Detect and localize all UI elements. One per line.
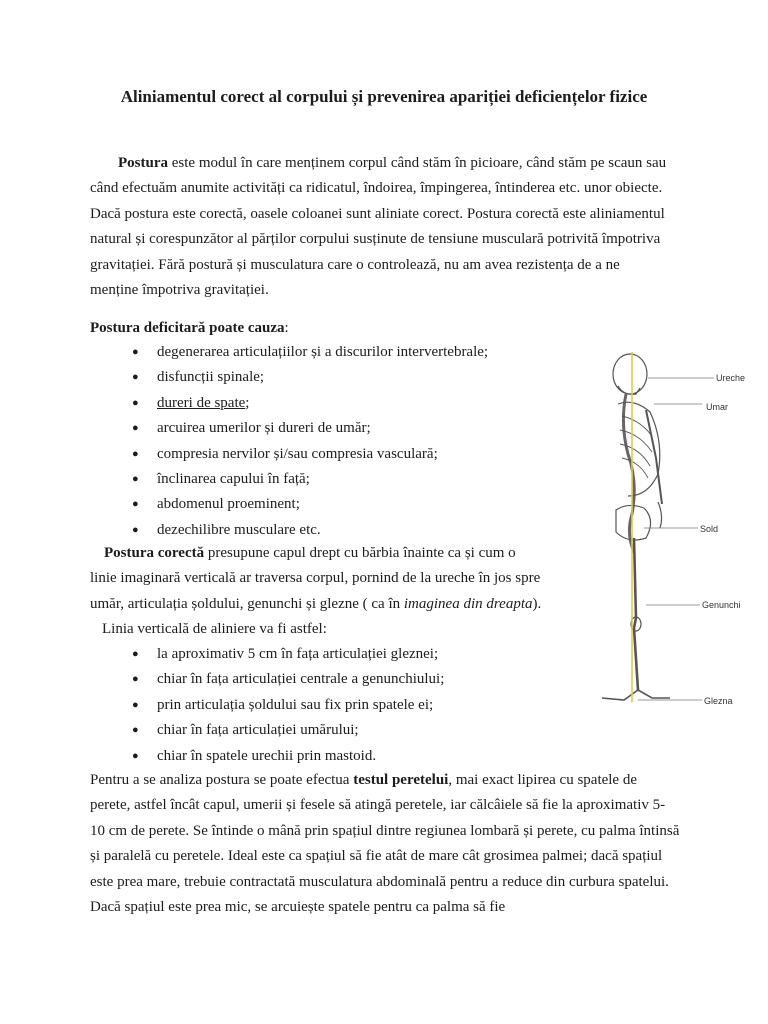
bullet-icon: ● — [132, 422, 139, 435]
list-item: ● abdomenul proeminent; — [90, 492, 488, 517]
list-item: ● dureri de spate; — [90, 391, 488, 416]
leg-shape — [634, 538, 638, 690]
bullet-icon: ● — [132, 724, 139, 737]
link-dureri-de-spate[interactable]: dureri de spate — [157, 394, 246, 411]
foot-shape — [602, 690, 670, 700]
skull-shape — [613, 354, 647, 394]
bullet-icon: ● — [132, 447, 139, 460]
bullet-icon: ● — [132, 523, 139, 536]
bullet-icon: ● — [132, 472, 139, 485]
bullet-icon: ● — [132, 498, 139, 511]
bullet-icon: ● — [132, 749, 139, 762]
bullet-icon: ● — [132, 371, 139, 384]
bullet-icon: ● — [132, 648, 139, 660]
paragraph-postura-corecta: Postura corectă presupune capul drept cu bărbia înainte ca și cum o linie imaginară verticală ar traversa corpul, pornind de la ureche în jos spre umăr, articulația șoldului, genunchi și glezne ( ca în imaginea din dreapta). — [90, 545, 542, 612]
paragraph-wall-test: Pentru a se analiza postura se poate efectua testul peretelui, mai exact lipirea cu spatele de perete, astfel încât capul, umerii și fesele să atingă peretele, iar călcâiele să fie la aproximativ 5-10 cm de perete. Se întinde o mână prin spațiul dintre regiunea lombară și perete, cu palma întinsă și paralelă cu peretele. Ideal este ca spațiul să fie atât de mare cât grosimea palmei; dacă spațiul este prea mare, trebuie contractată musculatura abdominală pentru a reduce din curbura spatelui. Dacă spațiul este prea mic, se arcuiește spatele pentru ca palma să fie — [90, 772, 680, 916]
term-postura: Postura — [118, 155, 168, 171]
paragraph-postura — [90, 151, 670, 303]
list-item: ● chiar în spatele urechii prin mastoid. — [90, 744, 444, 769]
deficient-posture-list — [90, 340, 488, 543]
list-item: ● prin articulația șoldului sau fix prin spatele ei; — [90, 693, 444, 718]
skeleton-illustration — [598, 342, 758, 720]
label-sold: Sold — [700, 524, 719, 534]
figure-reference: imaginea din dreapta — [403, 595, 533, 612]
list-item: ● arcuirea umerilor și dureri de umăr; — [90, 416, 488, 441]
bullet-icon: ● — [132, 698, 139, 711]
list-item: ● disfuncții spinale; — [90, 365, 488, 390]
skeleton-figure — [598, 342, 758, 720]
list-item: ● compresia nervilor și/sau compresia vasculară; — [90, 442, 488, 467]
list-heading-deficient-posture: Postura deficitară poate cauza: — [90, 320, 289, 336]
paragraph-postura-text: este modul în care menținem corpul când stăm în picioare, când stăm pe scaun sau când efectuăm anumite activități ca ridicatul, îndoirea, împingerea, întinderea etc. unor obiecte. Dacă postura este corectă, oasele coloanei sunt aliniate corect. Postura corectă este aliniamentul natural și corespunzător al părților corpului susținute de tensiune musculară potrivită împotriva gravitației. Fără postură și musculatura care o controlează, nu am avea rezistența de a ne menține împotriva gravitației. — [90, 155, 667, 299]
list-item: ● la aproximativ 5 cm în fața articulației gleznei; — [90, 642, 444, 667]
bullet-icon: ● — [132, 346, 139, 358]
term-postura-corecta: Postura corectă — [104, 545, 205, 561]
bullet-icon: ● — [132, 396, 139, 409]
list-item: ● degenerarea articulațiilor și a discurilor intervertebrale; — [90, 340, 488, 365]
alignment-line-list — [90, 642, 444, 769]
label-umar: Umar — [706, 402, 728, 412]
list-item: ● chiar în fața articulației centrale a genunchiului; — [90, 667, 444, 692]
label-glezna: Glezna — [704, 696, 733, 706]
label-genunchi: Genunchi — [702, 600, 741, 610]
label-ureche: Ureche — [716, 373, 746, 383]
alignment-line-intro: Linia verticală de aliniere va fi astfel: — [102, 621, 327, 637]
jaw-shape — [618, 386, 640, 394]
list-item: ● chiar în fața articulației umărului; — [90, 718, 444, 743]
bullet-icon: ● — [132, 673, 139, 686]
term-testul-peretelui: testul peretelui — [353, 772, 449, 788]
list-item: ● înclinarea capului în față; — [90, 467, 488, 492]
hand-shape — [658, 502, 662, 528]
list-item: ● dezechilibre musculare etc. — [90, 518, 488, 543]
page-title: Aliniamentul corect al corpului și prevenirea apariției deficiențelor fizice — [120, 87, 648, 106]
